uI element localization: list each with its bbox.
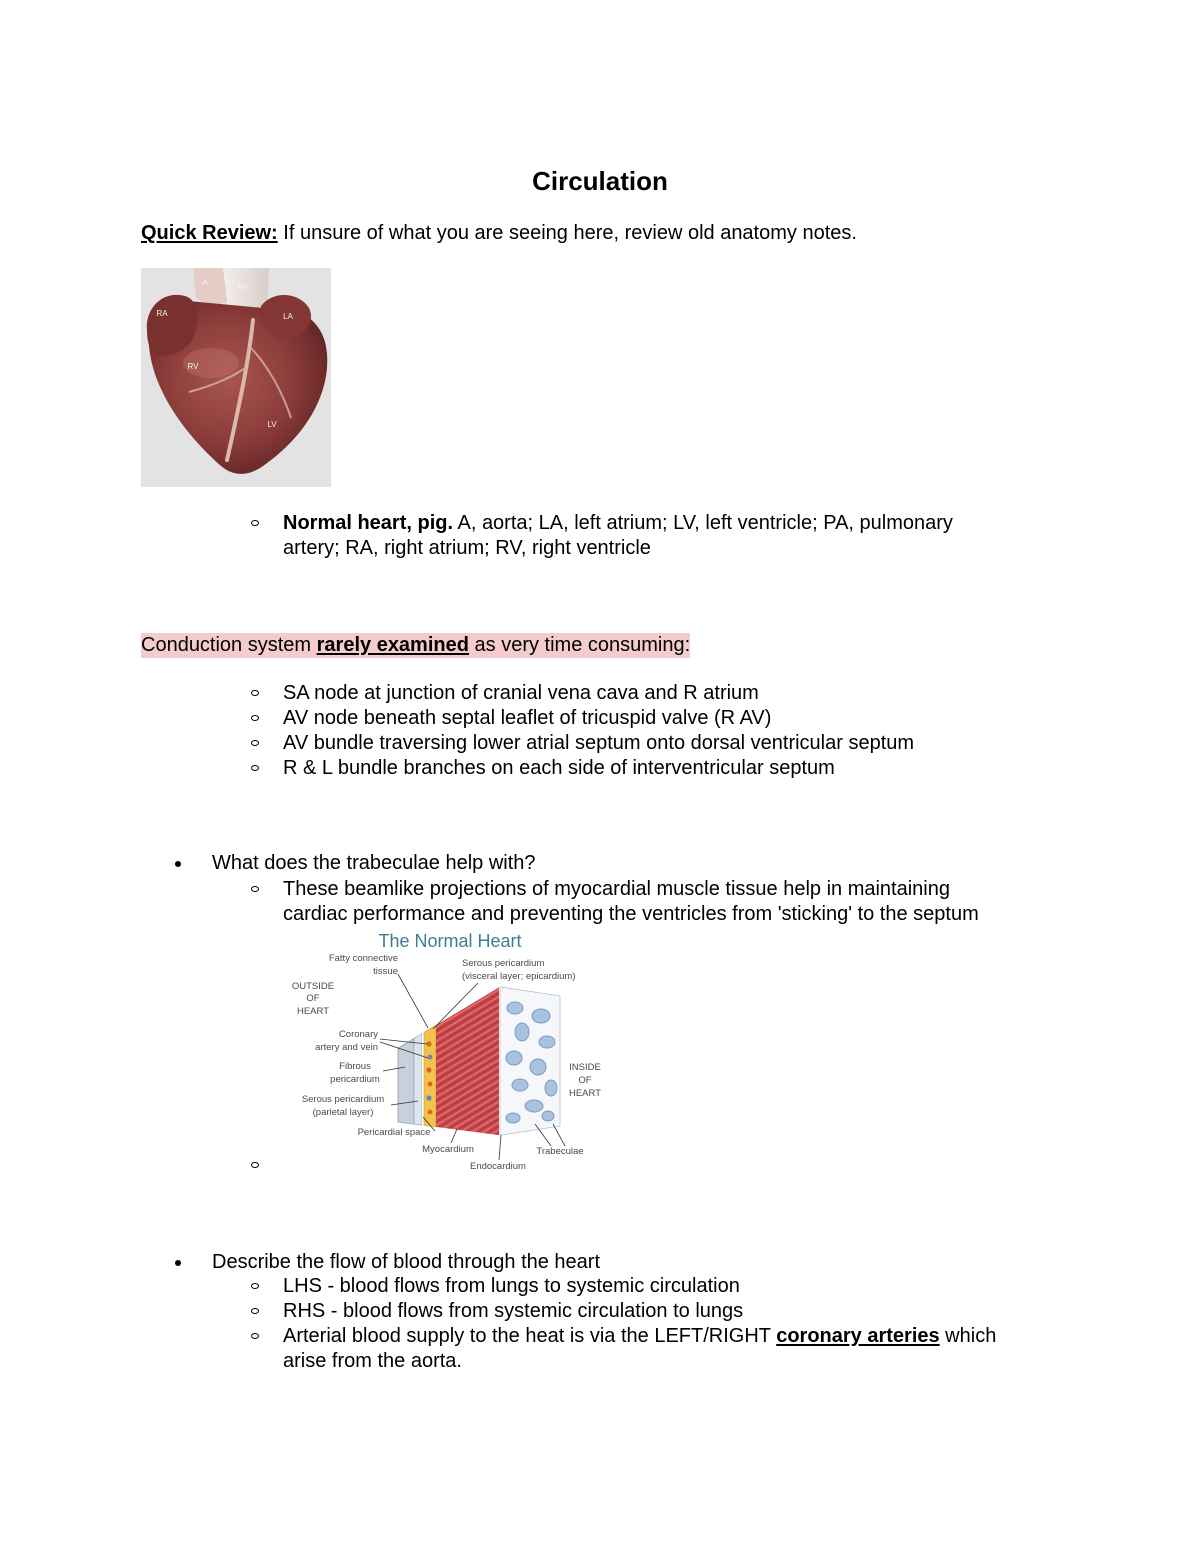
list-item: AV node beneath septal leaflet of tricuspid valve (R AV) [283, 707, 772, 729]
conduction-highlight [141, 633, 690, 658]
label-fibrous-1: Fibrous [339, 1061, 371, 1072]
label-coronary-2: artery and vein [315, 1042, 378, 1053]
label-outside-3: HEART [296, 1006, 330, 1017]
conduction-pre: Conduction system [141, 634, 317, 656]
label-serous-visceral-2: (visceral layer; epicardium) [462, 971, 576, 982]
label-myocardium: Myocardium [422, 1144, 474, 1155]
label-outside-2: OF [306, 993, 320, 1004]
arterial-line2: arise from the aorta. [283, 1350, 462, 1372]
solid-bullet-icon [175, 861, 181, 867]
hollow-bullet-icon [251, 715, 259, 721]
heart-label-ra: RA [156, 309, 168, 318]
label-serous-parietal-1: Serous pericardium [301, 1094, 385, 1105]
trabeculae-cavity [530, 1059, 546, 1075]
heart-photo [141, 268, 331, 487]
solid-bullet-icon [175, 1260, 181, 1266]
conduction-emphasis: rarely examined [316, 634, 469, 656]
leader-line [398, 974, 428, 1028]
hollow-bullet-icon [251, 1162, 259, 1168]
hollow-bullet-icon [251, 520, 259, 526]
list-item: RHS - blood flows from systemic circulation to lungs [283, 1300, 744, 1322]
trabeculae-question: What does the trabeculae help with? [212, 852, 536, 874]
arterial-emphasis: coronary arteries [776, 1325, 940, 1347]
conduction-line [141, 633, 690, 658]
label-fibrous-2: pericardium [330, 1074, 380, 1085]
arterial-pre: Arterial blood supply to the heat is via the LEFT/RIGHT [283, 1325, 777, 1347]
hollow-bullet-icon [251, 886, 259, 892]
label-trabeculae: Trabeculae [536, 1146, 584, 1157]
trabeculae-answer-line1: These beamlike projections of myocardial muscle tissue help in maintaining [283, 878, 950, 900]
list-item: AV bundle traversing lower atrial septum onto dorsal ventricular septum [283, 732, 915, 754]
hollow-bullet-icon [251, 740, 259, 746]
hollow-bullet-icon [251, 690, 259, 696]
quick-review-label: Quick Review: [141, 222, 278, 244]
coronary-vessel [426, 1067, 431, 1072]
label-inside-1: INSIDE [569, 1062, 601, 1073]
trabeculae-cavity [525, 1100, 543, 1112]
hollow-bullet-icon [251, 765, 259, 771]
label-inside-3: HEART [568, 1088, 602, 1099]
heart-label-la: LA [283, 312, 293, 321]
coronary-vessel [426, 1095, 431, 1100]
label-fatty-2: tissue [373, 966, 398, 977]
label-serous-visceral-1: Serous pericardium [462, 958, 545, 969]
list-item: LHS - blood flows from lungs to systemic circulation [283, 1275, 740, 1297]
arterial-line1 [283, 1324, 996, 1349]
list-item: SA node at junction of cranial vena cava and R atrium [283, 682, 759, 704]
trabeculae-cavity [532, 1009, 550, 1023]
conduction-post: as very time consuming: [468, 634, 691, 656]
trabeculae-answer-line2: cardiac performance and preventing the ventricles from 'sticking' to the septum [283, 903, 979, 925]
trabeculae-cavity [542, 1111, 554, 1121]
serous-parietal-layer [414, 1034, 422, 1126]
coronary-vessel [428, 1082, 433, 1087]
page-title: Circulation [532, 166, 668, 196]
normal-heart-diagram [285, 928, 610, 1173]
coronary-vessel [426, 1041, 431, 1046]
hollow-bullet-icon [251, 1308, 259, 1314]
blood-flow-question: Describe the flow of blood through the heart [212, 1251, 601, 1273]
fibrous-pericardium-layer [398, 1038, 414, 1124]
label-serous-parietal-2: (parietal layer) [312, 1107, 374, 1118]
trabeculae-cavity [506, 1113, 520, 1123]
label-fatty-1: Fatty connective [328, 953, 398, 964]
leader-line [499, 1135, 501, 1160]
heart-caption-line2: artery; RA, right atrium; RV, right ventricle [283, 537, 651, 559]
diagram-title: The Normal Heart [378, 931, 522, 951]
quick-review-line [141, 221, 857, 246]
label-outside-1: OUTSIDE [291, 981, 335, 992]
quick-review-text: If unsure of what you are seeing here, review old anatomy notes. [277, 222, 857, 244]
arterial-post: which [939, 1325, 997, 1347]
trabeculae-cavity [515, 1023, 529, 1041]
trabeculae-cavity [545, 1080, 557, 1096]
heart-caption-bold: Normal heart, pig. [283, 512, 454, 534]
hollow-bullet-icon [251, 1283, 259, 1289]
hollow-bullet-icon [251, 1333, 259, 1339]
label-pericardial-space: Pericardial space [357, 1127, 431, 1138]
heart-label-a: A [202, 278, 208, 287]
trabeculae-cavity [539, 1036, 555, 1048]
label-endocardium: Endocardium [470, 1161, 526, 1172]
coronary-vessel [428, 1110, 433, 1115]
myocardium-striations [436, 987, 500, 1136]
heart-label-rv: RV [187, 362, 199, 371]
heart-caption-text: A, aorta; LA, left atrium; LV, left ventricle; PA, pulmonary [453, 512, 953, 534]
label-coronary-1: Coronary [338, 1029, 378, 1040]
leader-line [451, 1129, 457, 1143]
list-item: R & L bundle branches on each side of interventricular septum [283, 757, 835, 779]
trabeculae-cavity [507, 1002, 523, 1014]
trabeculae-cavity [506, 1051, 522, 1065]
heart-label-pa: PA [237, 283, 249, 292]
heart-caption-line1 [283, 511, 953, 536]
label-inside-2: OF [578, 1075, 592, 1086]
coronary-vessel [428, 1055, 433, 1060]
leader-line [553, 1124, 565, 1146]
trabeculae-cavity [512, 1079, 528, 1091]
heart-label-lv: LV [267, 420, 277, 429]
